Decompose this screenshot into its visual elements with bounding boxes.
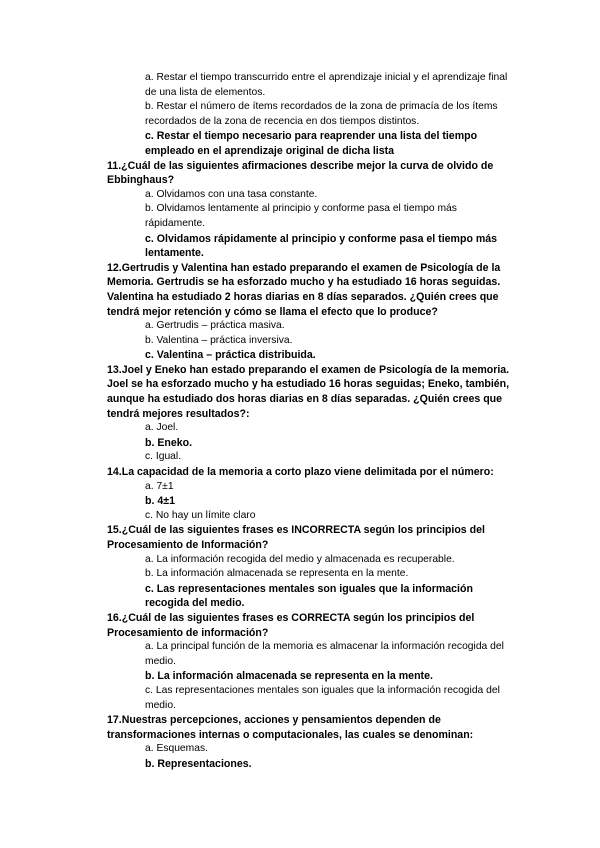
question-text: 14.La capacidad de la memoria a corto plazo viene delimitada por el número: xyxy=(107,466,494,479)
answer-option: a. La información recogida del medio y almacenada es recuperable. xyxy=(145,553,455,565)
answer-option: c. Las representaciones mentales son iguales que la información recogida del medio. xyxy=(145,684,500,711)
question-text: 16.¿Cuál de las siguientes frases es CORRECTA según los principios del Procesamiento de información? xyxy=(107,611,475,639)
question-text: 13.Joel y Eneko han estado preparando el examen de Psicología de la memoria. Joel se ha esforzado mucho y ha estudiado 16 horas seguidas; Eneko, también, aunque ha estudiado dos horas diarias en 8 días separadas. ¿Quién crees que tendrá mejores resultados?: xyxy=(107,363,510,420)
answer-option: a. 7±1 xyxy=(145,480,174,492)
question-text: 15.¿Cuál de las siguientes frases es INCORRECTA según los principios del Procesamiento de Información? xyxy=(107,524,485,551)
question-text: 17.Nuestras percepciones, acciones y pensamientos dependen de transformaciones internas o computacionales, las cuales se denominan: xyxy=(107,714,474,741)
answer-option-correct: c. Olvidamos rápidamente al principio y conforme pasa el tiempo más lentamente. xyxy=(145,232,498,260)
answer-option: b. Restar el número de ítems recordados de la zona de primacía de los ítems recordados de la zona de recencia en dos tiempos distintos. xyxy=(145,101,498,127)
answer-option: c. Igual. xyxy=(145,451,182,463)
answer-option: a. La principal función de la memoria es almacenar la información recogida del medio. xyxy=(145,641,504,667)
answer-option-correct: b. Eneko. xyxy=(145,436,193,449)
answer-option: a. Joel. xyxy=(145,422,179,434)
answer-option: b. Olvidamos lentamente al principio y conforme pasa el tiempo más rápidamente. xyxy=(145,203,457,229)
answer-option-correct: c. Valentina – práctica distribuida. xyxy=(145,349,316,362)
answer-option: a. Restar el tiempo transcurrido entre el aprendizaje inicial y el aprendizaje final de una lista de elementos. xyxy=(145,72,508,98)
question-text: 11.¿Cuál de las siguientes afirmaciones describe mejor la curva de olvido de Ebbinghaus? xyxy=(107,159,494,187)
answer-option-correct: c. Las representaciones mentales son iguales que la información recogida del medio. xyxy=(145,582,473,610)
answer-option: b. La información almacenada se representa en la mente. xyxy=(145,568,409,580)
answer-option: b. Valentina – práctica inversiva. xyxy=(145,334,293,346)
answer-option-correct: c. Restar el tiempo necesario para reaprender una lista del tiempo empleado en el aprendizaje original de dicha lista xyxy=(145,130,478,157)
answer-option-correct: b. La información almacenada se representa en la mente. xyxy=(145,670,433,683)
answer-option-correct: b. 4±1 xyxy=(145,495,175,508)
answer-option: c. No hay un límite claro xyxy=(145,509,256,521)
answer-option: a. Gertrudis – práctica masiva. xyxy=(145,320,285,332)
answer-option-correct: b. Representaciones. xyxy=(145,757,252,770)
answer-option: a. Esquemas. xyxy=(145,743,208,755)
question-text: 12.Gertrudis y Valentina han estado preparando el examen de Psicología de la Memoria. Gertrudis se ha esforzado mucho y ha estudiado 16 horas seguidas. Valentina ha estudiado 2 horas diarias en 8 días separados. ¿Quién crees que tendrá mejor retención y cómo se llama el efecto que lo produce? xyxy=(107,261,501,318)
exam-questions xyxy=(107,71,515,772)
answer-option: a. Olvidamos con una tasa constante. xyxy=(145,188,318,200)
